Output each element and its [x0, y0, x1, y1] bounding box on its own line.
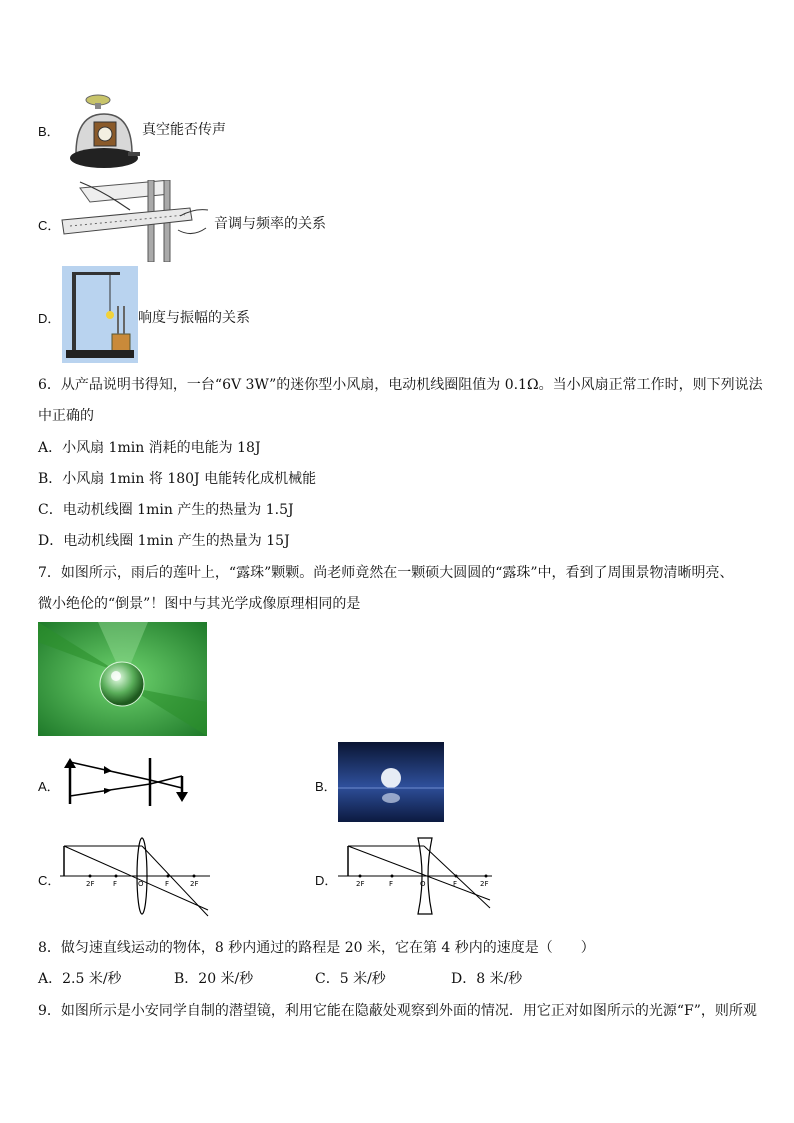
- q6-stem-line1: 6．从产品说明书得知，一台“6V 3W”的迷你型小风扇，电动机线圈阻值为 0.1Ω。当小风扇正常工作时，则下列说法: [38, 377, 763, 393]
- ruler-table-figure: [60, 180, 212, 262]
- q7-option-c-label: C．: [38, 873, 61, 888]
- lens-c-origin: O: [138, 880, 144, 888]
- q6-option-d: D．电动机线圈 1min 产生的热量为 15J: [38, 533, 290, 549]
- dewdrop-photo: [38, 622, 207, 736]
- lens-c-f-left: F: [113, 880, 118, 888]
- q8-option-c: C．5 米/秒: [315, 971, 386, 987]
- q7-option-a-label: A．: [38, 779, 60, 794]
- q6-option-c: C．电动机线圈 1min 产生的热量为 1.5J: [38, 502, 294, 518]
- q7-stem-line2: 微小绝伦的“倒景”！图中与其光学成像原理相同的是: [38, 596, 361, 612]
- q6-option-a: A．小风扇 1min 消耗的电能为 18J: [38, 440, 261, 456]
- concave-lens-diagram: [338, 836, 494, 918]
- q8-option-b: B．20 米/秒: [174, 971, 254, 987]
- q7-stem-line1: 7．如图所示，雨后的莲叶上，“露珠”颗颗。尚老师竟然在一颗硕大圆圆的“露珠”中，看到了周围景物清晰明亮、: [38, 565, 734, 581]
- pinhole-diagram: [60, 756, 192, 808]
- lens-d-origin: O: [420, 880, 426, 888]
- q6-option-b: B．小风扇 1min 将 180J 电能转化成机械能: [38, 471, 317, 487]
- lens-c-2f-right: 2F: [190, 880, 199, 888]
- lens-d-2f-left: 2F: [356, 880, 365, 888]
- q5-option-b-text: 真空能否传声: [142, 122, 226, 138]
- lens-d-f-right: F: [453, 880, 458, 888]
- q8-stem: 8．做匀速直线运动的物体，8 秒内通过的路程是 20 米，它在第 4 秒内的速度是（ ）: [38, 940, 595, 956]
- q6-stem-line2: 中正确的: [38, 408, 94, 424]
- lens-c-2f-left: 2F: [86, 880, 95, 888]
- q5-option-c-text: 音调与频率的关系: [214, 216, 326, 232]
- moon-reflection-photo: [338, 742, 444, 822]
- q5-option-d-label: D．: [38, 311, 61, 326]
- q7-option-d-label: D．: [315, 873, 338, 888]
- q5-option-d-text: 响度与振幅的关系: [138, 310, 250, 326]
- q7-option-b-label: B．: [315, 779, 337, 794]
- q5-option-b-label: B．: [38, 124, 60, 139]
- q5-option-c-label: C．: [38, 218, 61, 233]
- q9-stem: 9．如图所示是小安同学自制的潜望镜，利用它能在隐蔽处观察到外面的情况．用它正对如图所示的光源“F”，则所观: [38, 1003, 757, 1019]
- bell-jar-figure: [68, 92, 140, 174]
- lens-d-2f-right: 2F: [480, 880, 489, 888]
- q8-option-d: D．8 米/秒: [451, 971, 523, 987]
- lens-d-f-left: F: [389, 880, 394, 888]
- q8-option-a: A．2.5 米/秒: [38, 971, 122, 987]
- convex-lens-diagram: [60, 836, 212, 918]
- tuning-fork-figure: [62, 266, 138, 363]
- lens-c-f-right: F: [165, 880, 170, 888]
